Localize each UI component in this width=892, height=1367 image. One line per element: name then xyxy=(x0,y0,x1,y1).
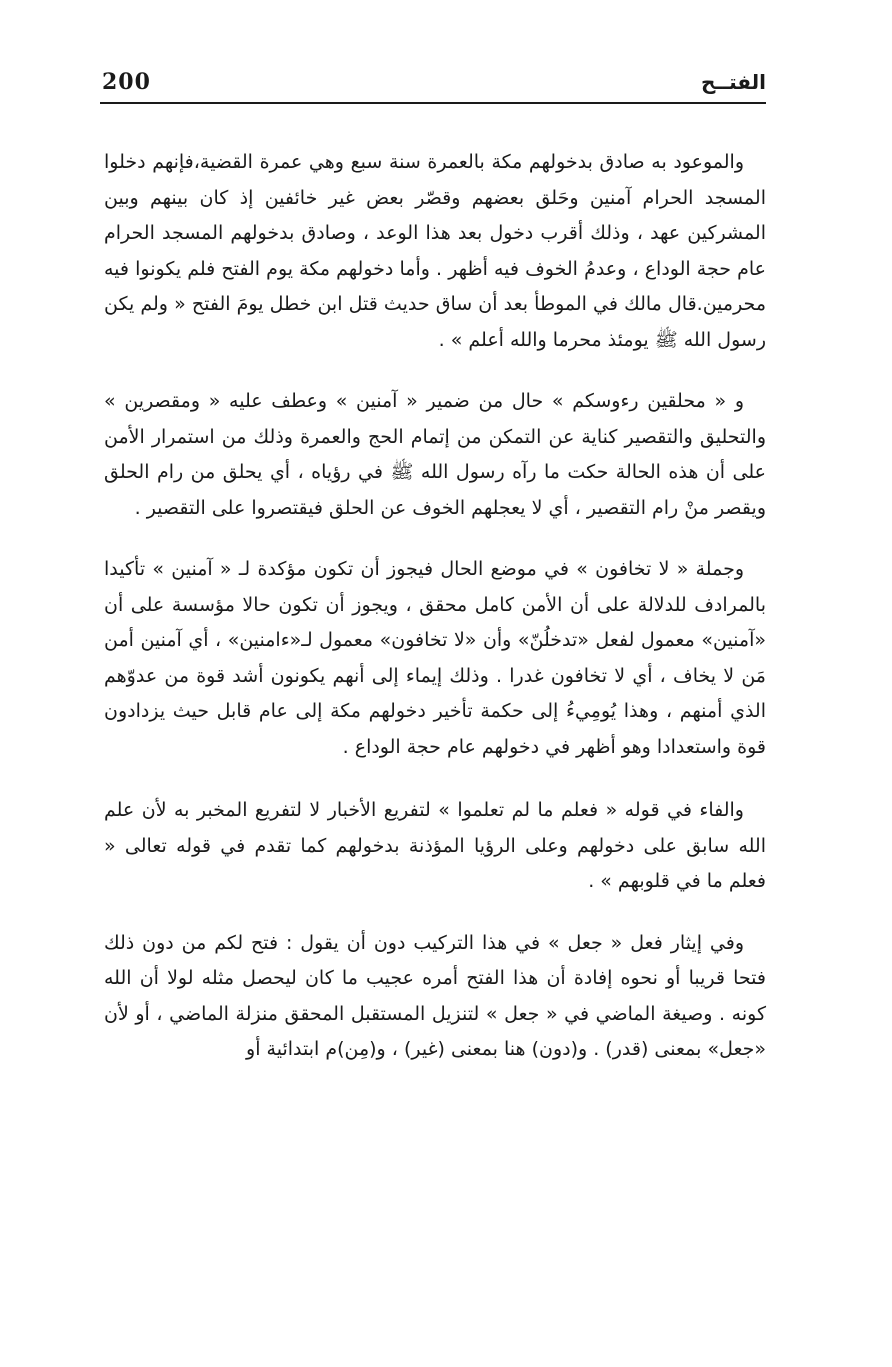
header-rule xyxy=(100,102,766,104)
paragraph: والفاء في قوله « فعلم ما لم تعلموا » لتفريع الأخبار لا لتفريع المخبر به لأن علم الله سابق على دخولهم وعلى الرؤيا المؤذنة بدخولهم كما تقدم في قوله تعالى « فعلم ما في قلوبهم » . xyxy=(104,799,766,892)
page-number: 200 xyxy=(102,69,151,95)
paragraph: والموعود به صادق بدخولهم مكة بالعمرة سنة سبع وهي عمرة القضية،فإنهم دخلوا المسجد الحرام آمنين وحَلق بعضهم وقصّر بعض غير خائفين إذ كان بينهم وبين المشركين عهد ، وذلك أقرب دخول بعد هذا الوعد ، وصادق بدخولهم المسجد الحرام عام حجة الوداع ، وعدمُ الخوف فيه أظهر . وأما دخولهم مكة يوم الفتح فلم يكونوا فيه محرمين.قال مالك في الموطأ بعد أن ساق حديث قتل ابن خطل يومَ الفتح « ولم يكن رسول الله ﷺ يومئذ محرما والله أعلم » . xyxy=(104,151,766,351)
paragraph: و « محلقين رءوسكم » حال من ضمير « آمنين » وعطف عليه « ومقصرين » والتحليق والتقصير كناية عن التمكن من إتمام الحج والعمرة وذلك من استمرار الأمن على أن هذه الحالة حكت ما رآه رسول الله ﷺ في رؤياه ، أي يحلق من رام الحلق ويقصر منْ رام التقصير ، أي لا يعجلهم الخوف عن الحلق فيقتصروا على التقصير . xyxy=(104,390,766,519)
paragraph: وفي إيثار فعل « جعل » في هذا التركيب دون أن يقول : فتح لكم من دون ذلك فتحا قريبا أو نحوه إفادة أن هذا الفتح أمره عجيب ما كان ليحصل مثله لولا أن الله كونه . وصيغة الماضي في « جعل » لتنزيل المستقبل المحقق منزلة الماضي ، أو لأن «جعل» بمعنى (قدر) . و(دون) هنا بمعنى (غير) ، و(مِن)م ابتدائية أو xyxy=(104,931,766,1060)
paragraph: وجملة « لا تخافون » في موضع الحال فيجوز أن تكون مؤكدة لـ « آمنين » تأكيدا بالمرادف للدلالة على أن الأمن كامل محقق ، ويجوز أن تكون حالا مؤسسة على أن «آمنين» معمول لفعل «تدخلُنّ» وأن «لا تخافون» معمول لـ«ءامنين» ، أي آمنين أمن مَن لا يخاف ، أي لا تخافون غدرا . وذلك إيماء إلى أنهم يكونون أشد قوة من عدوّهم الذي أمنهم ، وهذا يُومِيءُ إلى حكمة تأخير دخولهم مكة إلى عام قابل حيث يزدادون قوة واستعدادا وهو أظهر في دخولهم عام حجة الوداع . xyxy=(104,558,766,758)
page-header xyxy=(102,62,766,102)
page-body xyxy=(104,145,766,1096)
running-title: الفتــح xyxy=(700,70,766,94)
